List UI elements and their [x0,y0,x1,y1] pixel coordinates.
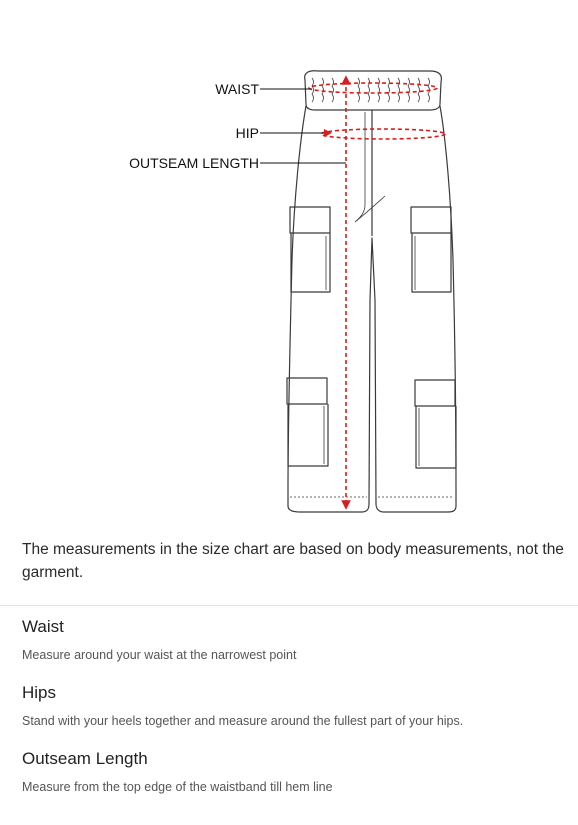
measurement-description: Stand with your heels together and measure around the fullest part of your hips. [22,714,464,728]
cargo-pocket-left-upper [290,207,330,292]
cargo-pocket-right-upper [411,207,451,292]
measurement-name: Hips [22,683,57,702]
measurement-name: Waist [22,617,64,636]
measurement-instructions [22,612,572,810]
measurement-name: Outseam Length [22,749,148,768]
measurement-item-waist [22,612,572,678]
section-divider [0,605,578,606]
cargo-pocket-left-lower [287,378,328,466]
measurement-description: Measure from the top edge of the waistband till hem line [22,780,333,794]
measurement-description: Measure around your waist at the narrowest point [22,648,297,662]
waist-callout-label: WAIST [215,81,259,97]
size-chart-note: The measurements in the size chart are based on body measurements, not the garment. [22,541,564,581]
hip-measure-line [321,129,445,139]
waist-measure-line [309,83,437,93]
crotch-curve [355,196,385,222]
waistband-gathers [312,78,430,102]
hip-callout-label: HIP [235,125,259,141]
hip-arrowhead [324,129,332,137]
measurement-item-hips [22,678,572,744]
measurement-item-outseam-length [22,744,572,810]
waistband [305,71,442,110]
cargo-pocket-right-lower [415,380,456,468]
outseam-callout-label: OUTSEAM LENGTH [129,155,259,171]
